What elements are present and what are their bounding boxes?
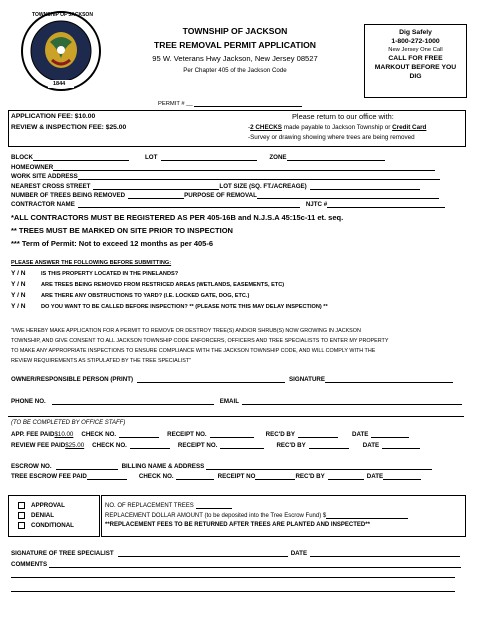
denial-checkbox[interactable] (18, 512, 25, 519)
dig-safely-box (364, 24, 467, 98)
lot-size-input[interactable] (310, 183, 420, 190)
purpose-input[interactable] (257, 192, 439, 199)
replacement-count-row (105, 502, 232, 509)
escrow-check-no-label: CHECK NO. (138, 473, 174, 480)
escrow-check-no-input[interactable] (176, 473, 214, 480)
num-trees-row (11, 192, 439, 199)
question-text: ARE THERE ANY OBSTRUCTIONS TO YARD? (I.E. LOCKED GATE, DOG, ETC.) (41, 293, 250, 299)
denial-option[interactable] (18, 512, 54, 519)
notice-marked: ** TREES MUST BE MARKED ON SITE PRIOR TO INSPECTION (11, 226, 233, 235)
review-fee-row (11, 442, 420, 449)
check-no-input[interactable] (119, 431, 159, 438)
permit-number-line[interactable] (194, 99, 302, 107)
phone-input[interactable] (52, 398, 214, 405)
escrow-row (11, 463, 432, 470)
dig-safely-phone: 1-800-272-1000 (391, 38, 440, 45)
checks-rest: made payable to Jackson Township or (281, 124, 393, 131)
receipt-no-label: RECEIPT NO. (177, 442, 218, 449)
billing-input[interactable] (206, 463, 432, 470)
office-heading: (TO BE COMPLETED BY OFFICE STAFF) (11, 420, 126, 426)
billing-label: BILLING NAME & ADDRESS (121, 463, 205, 470)
receipt-no-input[interactable] (210, 431, 254, 438)
conditional-label: CONDITIONAL (31, 522, 74, 529)
consent-statement (11, 326, 388, 366)
contractor-row (11, 201, 445, 208)
permit-number-label: PERMIT # __ (158, 101, 193, 107)
yes-no-toggle[interactable]: Y / N (11, 292, 26, 299)
num-trees-label: NUMBER OF TREES BEING REMOVED (11, 192, 126, 199)
tree-escrow-row (11, 473, 421, 480)
dig-safely-line2: MARKOUT BEFORE YOU (374, 64, 457, 71)
township-seal-logo (20, 10, 102, 92)
work-site-input[interactable] (78, 173, 440, 180)
consent-line-4: REVIEW REQUIREMENTS AS STIPULATED BY THE TREE SPECIALIST" (11, 358, 192, 364)
review-fee-paid-value: $25.00 (65, 442, 85, 449)
comments-label: COMMENTS (11, 561, 48, 568)
two-checks-bold: 2 CHECKS (250, 124, 282, 131)
specialist-signature-input[interactable] (118, 550, 288, 557)
yes-no-toggle[interactable]: Y / N (11, 303, 26, 310)
consent-line-2: TOWNSHIP, AND GIVE CONSENT TO ALL JACKSON TOWNSHIP CODE ENFORCERS, OFFICERS AND TREE SPECIALISTS TO ENTER MY PROPERTY (11, 338, 389, 344)
escrow-date-input[interactable] (383, 473, 421, 480)
consent-line-3: TO MAKE ANY APPROPRIATE INSPECTIONS TO ENSURE COMPLIANCE WITH THE JACKSON TOWNSHIP CODE, AND WILL COMPLY WITH THE (11, 348, 376, 354)
question-text: ARE TREES BEING REMOVED FROM RESTRICED AREAS (WETLANDS, EASEMENTS, ETC) (41, 282, 285, 288)
lot-size-label: LOT SIZE (SQ. FT./ACREAGE) (219, 183, 307, 190)
receipt-no-label: RECEIPT NO. (167, 431, 207, 438)
replacement-note: **REPLACEMENT FEES TO BE RETURNED AFTER TREES ARE PLANTED AND INSPECTED** (105, 522, 370, 528)
comments-row (11, 561, 461, 568)
yes-no-toggle[interactable]: Y / N (11, 270, 26, 277)
date-input[interactable] (382, 442, 420, 449)
specialist-signature-label: SIGNATURE OF TREE SPECIALIST (11, 550, 114, 557)
recd-by-input[interactable] (309, 442, 349, 449)
homeowner-row (11, 164, 435, 171)
contractor-input[interactable] (78, 201, 300, 208)
approval-option[interactable] (18, 502, 65, 509)
conditional-checkbox[interactable] (18, 522, 25, 529)
receipt-no-input[interactable] (220, 442, 264, 449)
approval-label: APPROVAL (31, 502, 65, 509)
escrow-receipt-input[interactable] (255, 473, 295, 480)
escrow-paid-input[interactable] (87, 473, 127, 480)
office-address: 95 W. Veterans Hwy Jackson, New Jersey 08527 (152, 54, 318, 63)
seal-top-text: TOWNSHIP OF JACKSON (32, 12, 93, 18)
app-fee-paid-value: $10.00 (54, 431, 74, 438)
signature-label: SIGNATURE (289, 376, 326, 383)
work-site-label: WORK SITE ADDRESS (11, 173, 78, 180)
specialist-date-input[interactable] (310, 550, 460, 557)
purpose-label: PURPOSE OF REMOVAL (184, 192, 257, 199)
credit-card: Credit Card (392, 124, 427, 131)
question-call-before[interactable] (11, 303, 328, 310)
check-no-input[interactable] (130, 442, 170, 449)
question-text: IS THIS PROPERTY LOCATED IN THE PINELANDS? (41, 271, 179, 277)
permit-number-field[interactable] (158, 99, 302, 107)
cross-street-row (11, 183, 420, 190)
phone-email-row (11, 398, 462, 405)
replacement-count-input[interactable] (196, 502, 232, 509)
block-input[interactable] (33, 154, 129, 161)
question-text: DO YOU WANT TO BE CALLED BEFORE INSPECTION? ** (PLEASE NOTE THIS MAY DELAY INSPECTION) ** (41, 304, 328, 310)
yes-no-toggle[interactable]: Y / N (11, 281, 26, 288)
question-pinelands[interactable] (11, 270, 178, 277)
homeowner-label: HOMEOWNER (11, 164, 54, 171)
date-label: DATE (351, 431, 369, 438)
escrow-date-label: DATE (366, 473, 384, 480)
comments-line-3[interactable] (11, 591, 455, 592)
email-input[interactable] (242, 398, 462, 405)
cross-street-label: NEAREST CROSS STREET (11, 183, 91, 190)
two-checks-note (248, 124, 426, 131)
signature-input[interactable] (325, 376, 453, 383)
cross-street-input[interactable] (93, 183, 219, 190)
num-trees-input[interactable] (128, 192, 184, 199)
return-to-office: Please return to our office with: (292, 112, 394, 121)
code-chapter: Per Chapter 405 of the Jackson Code (183, 67, 287, 74)
specialist-date-label: DATE (290, 550, 308, 557)
homeowner-input[interactable] (53, 164, 435, 171)
work-site-row (11, 173, 440, 180)
check-no-label: CHECK NO. (92, 442, 127, 449)
application-fee: APPLICATION FEE: $10.00 (11, 113, 96, 120)
recd-by-input[interactable] (298, 431, 338, 438)
questions-heading: PLEASE ANSWER THE FOLLOWING BEFORE SUBMITTING: (11, 260, 172, 266)
form-title: TREE REMOVAL PERMIT APPLICATION (153, 40, 316, 50)
phone-label: PHONE NO. (11, 398, 46, 405)
escrow-no-input[interactable] (56, 463, 118, 470)
review-fee: REVIEW & INSPECTION FEE: $25.00 (11, 124, 127, 131)
checks-dash: - (248, 124, 251, 131)
app-fee-row (11, 431, 409, 438)
block-label: BLOCK (11, 154, 33, 161)
dig-safely-line3: DIG (409, 73, 422, 80)
replacement-amount-input[interactable] (326, 512, 408, 519)
comments-line-2[interactable] (11, 577, 455, 578)
owner-signature-row (11, 376, 453, 383)
escrow-recd-by-input[interactable] (328, 473, 364, 480)
lot-input[interactable] (161, 154, 257, 161)
owner-print-input[interactable] (137, 376, 285, 383)
zone-input[interactable] (287, 154, 385, 161)
review-fee-paid-label: REVIEW FEE PAID (11, 442, 66, 449)
consent-line-1: "I/WE HEREBY MAKE APPLICATION FOR A PERMIT TO REMOVE OR DESTROY TREE(S) AND/OR SHRUB(S) NOW GROWING IN JACKSON (11, 328, 361, 334)
escrow-paid-label: TREE ESCROW FEE PAID (11, 473, 87, 480)
specialist-row (11, 550, 460, 557)
recd-by-label: REC'D BY (265, 431, 295, 438)
zone-label: ZONE (269, 154, 287, 161)
check-no-label: CHECK NO. (81, 431, 117, 438)
recd-by-label: REC'D BY (276, 442, 306, 449)
form-title-township: TOWNSHIP OF JACKSON (182, 26, 288, 36)
notice-contractors: *ALL CONTRACTORS MUST BE REGISTERED AS PER 405-16B and N.J.S.A 45:15c-11 et. seq. (11, 213, 344, 222)
escrow-no-label: ESCROW NO. (11, 463, 52, 470)
dig-safely-title: Dig Safely (399, 29, 432, 36)
survey-note: -Survey or drawing showing where trees are being removed (248, 134, 415, 141)
question-obstructions[interactable] (11, 292, 249, 299)
approval-checkbox[interactable] (18, 502, 25, 509)
block-lot-zone-row (11, 154, 385, 161)
denial-label: DENIAL (31, 512, 55, 519)
dig-safely-onecall: New Jersey One Call (388, 47, 443, 53)
dig-safely-line1: CALL FOR FREE (388, 55, 443, 62)
seal-year: 1844 (53, 81, 66, 87)
contractor-label: CONTRACTOR NAME (11, 201, 75, 208)
escrow-receipt-label: RECEIPT NO (217, 473, 256, 480)
lot-label: LOT (145, 154, 158, 161)
conditional-option[interactable] (18, 522, 74, 529)
owner-print-label: OWNER/RESPONSIBLE PERSON (PRINT) (11, 376, 134, 383)
njtc-label: NJTC # (305, 201, 328, 208)
replacement-amount-label: REPLACEMENT DOLLAR AMOUNT (to be deposited into the Tree Escrow Fund) $ (105, 513, 327, 519)
date-input[interactable] (371, 431, 409, 438)
email-label: EMAIL (219, 398, 239, 405)
date-label: DATE (362, 442, 380, 449)
comments-input[interactable] (49, 561, 461, 568)
question-restricted-areas[interactable] (11, 281, 284, 288)
replacement-amount-row (105, 512, 408, 519)
notice-term: *** Term of Permit: Not to exceed 12 months as per 405-6 (11, 239, 214, 248)
replacement-count-label: NO. OF REPLACEMENT TREES (105, 503, 194, 509)
office-divider (8, 416, 464, 417)
escrow-recd-by-label: REC'D BY (295, 473, 325, 480)
njtc-input[interactable] (327, 201, 445, 208)
app-fee-paid-label: APP. FEE PAID (11, 431, 55, 438)
